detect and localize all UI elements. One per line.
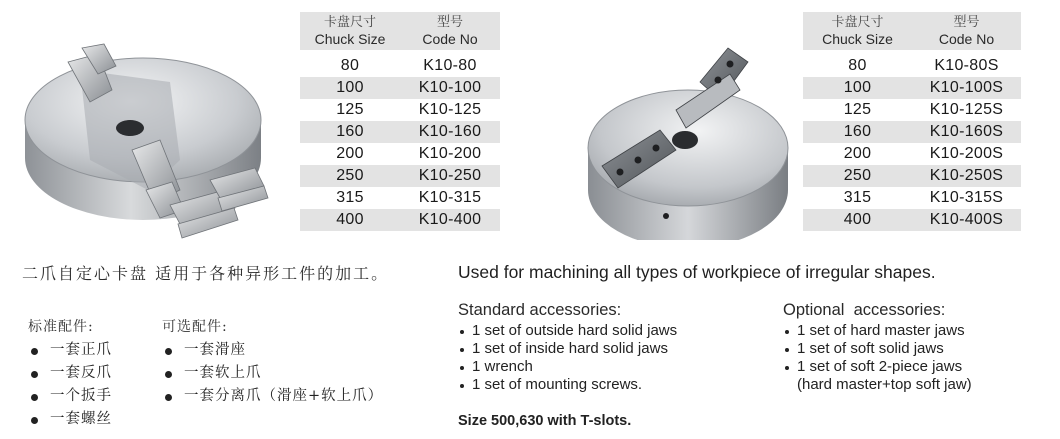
list-item: 一套分离爪（滑座+软上爪） <box>162 385 383 408</box>
section-title: 可选配件: <box>162 319 228 335</box>
list-item: 1 set of mounting screws. <box>458 376 677 394</box>
list-item: 1 set of hard master jaws <box>783 322 972 340</box>
list-item: 1 set of outside hard solid jaws <box>458 322 677 340</box>
table-row: 125 K10-125S <box>843 100 1004 118</box>
list-item <box>783 358 972 394</box>
list-item-subtext: (hard master+top soft jaw) <box>797 376 972 393</box>
table-row: 100 K10-100S <box>803 77 1021 99</box>
en-standard-accessories <box>458 301 677 394</box>
table-row: 160 K10-160S <box>803 121 1021 143</box>
table-row: 200 K10-200S <box>843 144 1004 162</box>
table-row: 80 K10-80 <box>340 56 477 74</box>
list-item: 1 wrench <box>458 358 677 376</box>
section-title: Optional accessories: <box>783 301 946 319</box>
table-row: 250 K10-250S <box>803 165 1021 187</box>
table-row: 125 K10-125 <box>336 100 482 118</box>
chuck-illustration <box>20 40 275 255</box>
en-optional-accessories <box>783 301 972 394</box>
list-item: 1 set of inside hard solid jaws <box>458 340 677 358</box>
header-chuck-size: 卡盘尺寸 Chuck Size <box>300 12 400 52</box>
section-title: 标准配件: <box>28 319 94 335</box>
list-item-text: 1 set of soft 2-piece jaws <box>797 358 963 375</box>
table-row: 80 K10-80S <box>848 56 999 74</box>
description-chinese: 二爪自定心卡盘 适用于各种异形工件的加工。 <box>22 264 390 283</box>
table-row: 315 K10-315S <box>843 188 1004 206</box>
table-row: 160 K10-160 <box>300 121 500 143</box>
table-row: 100 K10-100 <box>300 77 500 99</box>
spec-table-right <box>803 12 1021 231</box>
cn-optional-accessories <box>162 316 383 408</box>
description-english: Used for machining all types of workpiece of irregular shapes. <box>458 262 936 282</box>
header-code-no: 型号 Code No <box>400 12 500 52</box>
table-row: 200 K10-200 <box>336 144 482 162</box>
list-item: 一套软上爪 <box>162 362 383 385</box>
table-row: 400 K10-400 <box>300 209 500 231</box>
cn-standard-accessories <box>28 316 112 431</box>
chuck-illustration <box>580 40 795 240</box>
chuck-photo-left <box>20 40 275 255</box>
table-row: 315 K10-315 <box>336 188 482 206</box>
chuck-photo-right <box>580 40 795 240</box>
table-row: 250 K10-250 <box>300 165 500 187</box>
list-item: 一个扳手 <box>28 385 112 408</box>
header-chuck-size: 卡盘尺寸 Chuck Size <box>803 12 912 52</box>
list-item: 1 set of soft solid jaws <box>783 340 972 358</box>
list-item: 一套正爪 <box>28 339 112 362</box>
table-row: 400 K10-400S <box>803 209 1021 231</box>
spec-table-left <box>300 12 500 231</box>
header-code-no: 型号 Code No <box>912 12 1021 52</box>
list-item: 一套滑座 <box>162 339 383 362</box>
list-item: 一套螺丝 <box>28 408 112 431</box>
list-item: 一套反爪 <box>28 362 112 385</box>
size-note: Size 500,630 with T-slots. <box>458 413 632 429</box>
section-title: Standard accessories: <box>458 301 622 319</box>
